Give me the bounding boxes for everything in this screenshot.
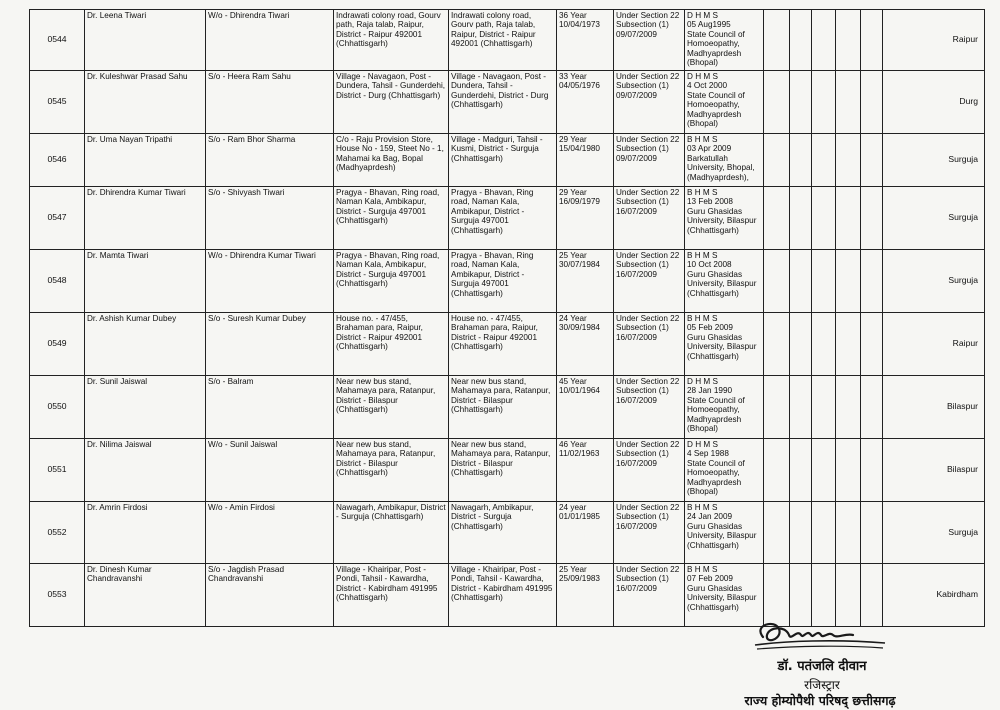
serial-number: 0551: [30, 439, 85, 502]
district: Surguja: [883, 134, 985, 187]
correspondence-address: Pragya - Bhavan, Ring road, Naman Kala, Ambikapur, District - Surguja 497001 (Chhattisgarh): [334, 187, 449, 250]
doctor-name: Dr. Ashish Kumar Dubey: [85, 313, 206, 376]
registrar-signature: [745, 615, 895, 655]
correspondence-address: Nawagarh, Ambikapur, District - Surguja (Chhattisgarh): [334, 502, 449, 564]
district: Bilaspur: [883, 376, 985, 439]
table-row: [30, 313, 985, 376]
correspondence-address: House no. - 47/455, Brahaman para, Raipur, District - Raipur 492001 (Chhattisgarh): [334, 313, 449, 376]
registration-section: Under Section 22 Subsection (1) 16/07/2009: [614, 250, 685, 313]
relation-name: S/o - Ram Bhor Sharma: [206, 134, 334, 187]
district: Bilaspur: [883, 439, 985, 502]
correspondence-address: C/o - Raju Provision Store, House No - 159, Steet No - 1, Mahamai ka Bag, Bopal (Madhyaprdesh): [334, 134, 449, 187]
district: Raipur: [883, 10, 985, 71]
qualification: D H M S 4 Sep 1988 State Council of Homoeopathy, Madhyaprdesh (Bhopal): [685, 439, 764, 502]
permanent-address: Village - Khairipar, Post - Pondi, Tahsil - Kawardha, District - Kabirdham 491995 (Chhattisgarh): [449, 564, 557, 627]
relation-name: S/o - Heera Ram Sahu: [206, 71, 334, 134]
registration-section: Under Section 22 Subsection (1) 16/07/2009: [614, 313, 685, 376]
empty-cell: [861, 134, 883, 187]
table-row: [30, 10, 985, 71]
serial-number: 0548: [30, 250, 85, 313]
empty-cell: [836, 250, 861, 313]
relation-name: S/o - Jagdish Prasad Chandravanshi: [206, 564, 334, 627]
permanent-address: Pragya - Bhavan, Ring road, Naman Kala, Ambikapur, District - Surguja 497001 (Chhattisgarh): [449, 187, 557, 250]
district: Durg: [883, 71, 985, 134]
empty-cell: [764, 134, 790, 187]
empty-cell: [790, 10, 812, 71]
permanent-address: House no. - 47/455, Brahaman para, Raipur, District - Raipur 492001 (Chhattisgarh): [449, 313, 557, 376]
district: Surguja: [883, 250, 985, 313]
permanent-address: Near new bus stand, Mahamaya para, Ratanpur, District - Bilaspur (Chhattisgarh): [449, 439, 557, 502]
doctor-name: Dr. Nilima Jaiswal: [85, 439, 206, 502]
serial-number: 0545: [30, 71, 85, 134]
empty-cell: [836, 439, 861, 502]
empty-cell: [861, 71, 883, 134]
empty-cell: [861, 439, 883, 502]
age-dob: 45 Year 10/01/1964: [557, 376, 614, 439]
qualification: B H M S 24 Jan 2009 Guru Ghasidas University, Bilaspur (Chhattisgarh): [685, 502, 764, 564]
table-row: [30, 250, 985, 313]
registration-section: Under Section 22 Subsection (1) 09/07/2009: [614, 134, 685, 187]
empty-cell: [836, 134, 861, 187]
empty-cell: [790, 313, 812, 376]
registration-section: Under Section 22 Subsection (1) 16/07/2009: [614, 564, 685, 627]
correspondence-address: Indrawati colony road, Gourv path, Raja talab, Raipur, District - Raipur 492001 (Chhattisgarh): [334, 10, 449, 71]
table-row: [30, 439, 985, 502]
qualification: D H M S 05 Aug1995 State Council of Homoeopathy, Madhyaprdesh (Bhopal): [685, 10, 764, 71]
qualification: B H M S 05 Feb 2009 Guru Ghasidas University, Bilaspur (Chhattisgarh): [685, 313, 764, 376]
relation-name: W/o - Dhirendra Tiwari: [206, 10, 334, 71]
table-row: [30, 502, 985, 564]
empty-cell: [764, 187, 790, 250]
qualification: B H M S 13 Feb 2008 Guru Ghasidas University, Bilaspur (Chhattisgarh): [685, 187, 764, 250]
age-dob: 36 Year 10/04/1973: [557, 10, 614, 71]
age-dob: 24 Year 30/09/1984: [557, 313, 614, 376]
relation-name: W/o - Amin Firdosi: [206, 502, 334, 564]
relation-name: W/o - Dhirendra Kumar Tiwari: [206, 250, 334, 313]
age-dob: 46 Year 11/02/1963: [557, 439, 614, 502]
empty-cell: [861, 376, 883, 439]
table-row: [30, 376, 985, 439]
age-dob: 29 Year 15/04/1980: [557, 134, 614, 187]
correspondence-address: Near new bus stand, Mahamaya para, Ratanpur, District - Bilaspur (Chhattisgarh): [334, 376, 449, 439]
district: Kabirdham: [883, 564, 985, 627]
registrar-title: रजिस्ट्रार: [804, 678, 840, 692]
empty-cell: [764, 376, 790, 439]
serial-number: 0547: [30, 187, 85, 250]
serial-number: 0544: [30, 10, 85, 71]
empty-cell: [812, 134, 836, 187]
correspondence-address: Pragya - Bhavan, Ring road, Naman Kala, Ambikapur, District - Surguja 497001 (Chhattisgarh): [334, 250, 449, 313]
empty-cell: [812, 10, 836, 71]
permanent-address: Pragya - Bhavan, Ring road, Naman Kala, Ambikapur, District - Surguja 497001 (Chhattisgarh): [449, 250, 557, 313]
correspondence-address: Village - Khairipar, Post - Pondi, Tahsil - Kawardha, District - Kabirdham 491995 (Chhattisgarh): [334, 564, 449, 627]
serial-number: 0546: [30, 134, 85, 187]
council-name: राज्य होम्योपैथी परिषद् छत्तीसगढ़: [744, 693, 896, 708]
registration-section: Under Section 22 Subsection (1) 16/07/2009: [614, 439, 685, 502]
doctor-name: Dr. Amrin Firdosi: [85, 502, 206, 564]
serial-number: 0553: [30, 564, 85, 627]
age-dob: 25 Year 25/09/1983: [557, 564, 614, 627]
empty-cell: [764, 250, 790, 313]
empty-cell: [812, 502, 836, 564]
qualification: B H M S 10 Oct 2008 Guru Ghasidas University, Bilaspur (Chhattisgarh): [685, 250, 764, 313]
age-dob: 29 Year 16/09/1979: [557, 187, 614, 250]
age-dob: 33 Year 04/05/1976: [557, 71, 614, 134]
empty-cell: [812, 250, 836, 313]
permanent-address: Indrawati colony road, Gourv path, Raja talab, Raipur, District - Raipur 492001 (Chhattisgarh): [449, 10, 557, 71]
empty-cell: [790, 250, 812, 313]
empty-cell: [764, 502, 790, 564]
age-dob: 25 Year 30/07/1984: [557, 250, 614, 313]
qualification: B H M S 07 Feb 2009 Guru Ghasidas University, Bilaspur (Chhattisgarh): [685, 564, 764, 627]
empty-cell: [812, 71, 836, 134]
permanent-address: Village - Navagaon, Post - Dundera, Tahsil - Gunderdehi, District - Durg (Chhattisgarh): [449, 71, 557, 134]
empty-cell: [790, 187, 812, 250]
qualification: B H M S 03 Apr 2009 Barkatullah University, Bhopal, (Madhyaprdesh),: [685, 134, 764, 187]
district: Surguja: [883, 187, 985, 250]
empty-cell: [812, 376, 836, 439]
empty-cell: [861, 10, 883, 71]
empty-cell: [861, 313, 883, 376]
correspondence-address: Village - Navagaon, Post - Dundera, Tahsil - Gunderdehi, District - Durg (Chhattisgarh): [334, 71, 449, 134]
empty-cell: [836, 10, 861, 71]
permanent-address: Nawagarh, Ambikapur, District - Surguja (Chhattisgarh): [449, 502, 557, 564]
serial-number: 0550: [30, 376, 85, 439]
district: Surguja: [883, 502, 985, 564]
doctor-name: Dr. Dhirendra Kumar Tiwari: [85, 187, 206, 250]
empty-cell: [836, 187, 861, 250]
registration-section: Under Section 22 Subsection (1) 09/07/2009: [614, 10, 685, 71]
empty-cell: [836, 502, 861, 564]
serial-number: 0549: [30, 313, 85, 376]
table-row: [30, 71, 985, 134]
empty-cell: [764, 439, 790, 502]
registration-section: Under Section 22 Subsection (1) 16/07/2009: [614, 187, 685, 250]
table-row: [30, 134, 985, 187]
empty-cell: [790, 502, 812, 564]
doctor-name: Dr. Kuleshwar Prasad Sahu: [85, 71, 206, 134]
empty-cell: [812, 313, 836, 376]
empty-cell: [790, 71, 812, 134]
doctor-name: Dr. Sunil Jaiswal: [85, 376, 206, 439]
registrar-name: डॉ. पतंजलि दीवान: [777, 659, 867, 674]
empty-cell: [764, 71, 790, 134]
doctor-name: Dr. Mamta Tiwari: [85, 250, 206, 313]
registration-section: Under Section 22 Subsection (1) 09/07/2009: [614, 71, 685, 134]
registration-table: [29, 9, 985, 627]
relation-name: S/o - Balram: [206, 376, 334, 439]
age-dob: 24 year 01/01/1985: [557, 502, 614, 564]
registration-section: Under Section 22 Subsection (1) 16/07/2009: [614, 502, 685, 564]
empty-cell: [790, 439, 812, 502]
empty-cell: [764, 313, 790, 376]
empty-cell: [861, 250, 883, 313]
empty-cell: [836, 71, 861, 134]
relation-name: W/o - Sunil Jaiswal: [206, 439, 334, 502]
registration-section: Under Section 22 Subsection (1) 16/07/2009: [614, 376, 685, 439]
empty-cell: [790, 134, 812, 187]
doctor-name: Dr. Uma Nayan Tripathi: [85, 134, 206, 187]
permanent-address: Village - Madguri, Tahsil - Kusmi, District - Surguja (Chhattisgarh): [449, 134, 557, 187]
empty-cell: [861, 187, 883, 250]
doctor-name: Dr. Leena Tiwari: [85, 10, 206, 71]
empty-cell: [764, 10, 790, 71]
table-row: [30, 187, 985, 250]
relation-name: S/o - Shivyash Tiwari: [206, 187, 334, 250]
empty-cell: [836, 376, 861, 439]
relation-name: S/o - Suresh Kumar Dubey: [206, 313, 334, 376]
serial-number: 0552: [30, 502, 85, 564]
empty-cell: [836, 313, 861, 376]
qualification: D H M S 4 Oct 2000 State Council of Homoeopathy, Madhyaprdesh (Bhopal): [685, 71, 764, 134]
correspondence-address: Near new bus stand, Mahamaya para, Ratanpur, District - Bilaspur (Chhattisgarh): [334, 439, 449, 502]
empty-cell: [812, 439, 836, 502]
empty-cell: [812, 187, 836, 250]
doctor-name: Dr. Dinesh Kumar Chandravanshi: [85, 564, 206, 627]
permanent-address: Near new bus stand, Mahamaya para, Ratanpur, District - Bilaspur (Chhattisgarh): [449, 376, 557, 439]
empty-cell: [790, 376, 812, 439]
district: Raipur: [883, 313, 985, 376]
empty-cell: [861, 502, 883, 564]
qualification: D H M S 28 Jan 1990 State Council of Homoeopathy, Madhyaprdesh (Bhopal): [685, 376, 764, 439]
